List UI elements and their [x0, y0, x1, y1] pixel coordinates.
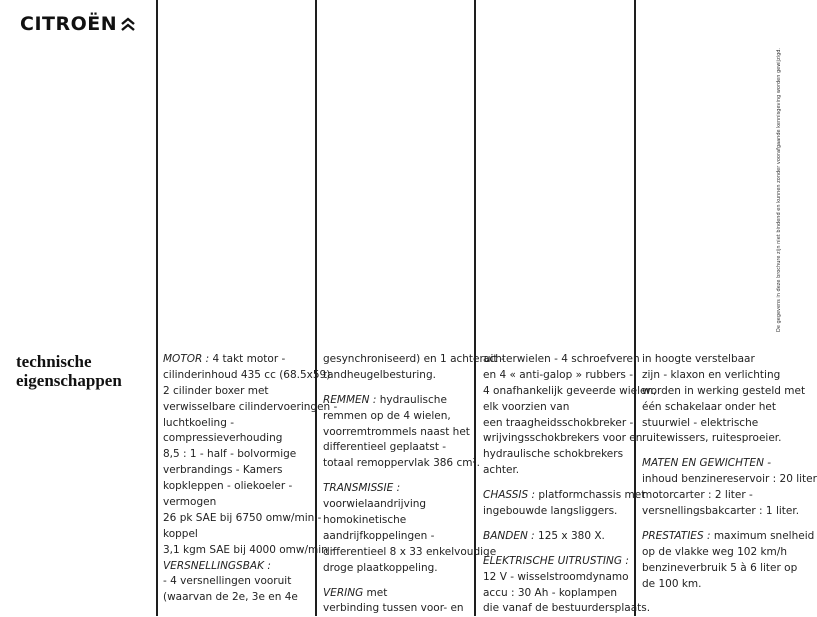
spec-text: verbinding tussen voor- en — [323, 602, 464, 615]
text-line — [163, 368, 337, 384]
text-line — [163, 384, 337, 400]
text-line — [483, 504, 657, 520]
spec-text: 3,1 kgm SAE bij 4000 omw/min - — [163, 543, 335, 556]
text-line — [323, 352, 505, 368]
spec-text: accu : 30 Ah - koplampen — [483, 586, 618, 599]
text-line — [642, 529, 817, 545]
spec-text: worden in werking gesteld met — [642, 384, 806, 397]
spec-text: in hoogte verstelbaar — [642, 353, 755, 365]
text-line — [642, 352, 817, 368]
section-heading: BANDEN : — [483, 529, 535, 542]
spec-text: gesynchroniseerd) en 1 achteruit - — [323, 353, 505, 365]
text-line — [163, 574, 337, 590]
text-line — [642, 488, 817, 504]
spec-text: met — [366, 586, 388, 599]
spec-text: benzineverbruik 5 à 6 liter op — [642, 561, 798, 574]
spec-text: 125 x 380 X. — [538, 529, 605, 542]
spec-text: koppel — [163, 527, 198, 540]
spec-text: één schakelaar onder het — [642, 400, 776, 413]
brand-name: CITROËN — [20, 13, 118, 35]
spec-text: achter. — [483, 464, 520, 477]
paragraph-gap — [483, 479, 657, 488]
side-imprint-text: De gegevens in deze brochure zijn niet bindend en kunnen zonder voorafgaande kennisgeving worden gewijzigd. — [776, 47, 782, 332]
text-line — [642, 384, 817, 400]
spec-column-2 — [323, 352, 505, 617]
text-line — [642, 400, 817, 416]
text-line — [642, 431, 817, 447]
spec-text: homokinetische — [323, 514, 407, 527]
paragraph-gap — [642, 447, 817, 456]
text-line — [323, 481, 505, 497]
spec-text: differentieel geplaatst - — [323, 441, 447, 454]
text-line — [483, 488, 657, 504]
text-line — [642, 416, 817, 432]
text-line — [483, 601, 657, 617]
title-line-2: eigenschappen — [16, 371, 122, 390]
text-line — [483, 368, 657, 384]
spec-text: 2 cilinder boxer met — [163, 384, 269, 397]
text-line — [483, 554, 657, 570]
text-line — [323, 513, 505, 529]
spec-text: hydraulische — [379, 393, 447, 406]
spec-text: stuurwiel - elektrische — [642, 416, 759, 429]
text-line — [483, 352, 657, 368]
section-heading: CHASSIS : — [483, 489, 536, 502]
spec-text: (waarvan de 2e, 3e en 4e — [163, 591, 298, 604]
paragraph-gap — [323, 577, 505, 586]
spec-text: tandheugelbesturing. — [323, 368, 436, 381]
section-heading: MOTOR : — [163, 353, 210, 365]
spec-column-4 — [642, 352, 817, 592]
spec-text: hydraulische schokbrekers — [483, 448, 624, 461]
paragraph-gap — [323, 472, 505, 481]
text-line — [323, 368, 505, 384]
text-line — [163, 559, 337, 575]
text-line — [163, 447, 337, 463]
text-line — [163, 400, 337, 416]
text-line — [483, 447, 657, 463]
spec-text: 4 takt motor - — [212, 353, 286, 365]
section-heading: MATEN EN GEWICHTEN - — [642, 457, 772, 470]
spec-text: op de vlakke weg 102 km/h — [642, 545, 787, 558]
text-line — [642, 456, 817, 472]
text-line — [323, 456, 505, 472]
text-line — [642, 561, 817, 577]
spec-text: voorremtrommels naast het — [323, 425, 470, 438]
text-line — [163, 543, 337, 559]
spec-text: motorcarter : 2 liter - — [642, 489, 753, 502]
paragraph-gap — [642, 520, 817, 529]
spec-text: ruitewissers, ruitesproeier. — [642, 432, 782, 445]
text-line — [163, 463, 337, 479]
text-line — [323, 601, 505, 617]
text-line — [483, 431, 657, 447]
spec-column-1 — [163, 352, 337, 606]
title-line-1: technische — [16, 352, 92, 371]
spec-text: differentieel 8 x 33 enkelvoudige — [323, 545, 497, 558]
spec-text: een traagheidsschokbreker - — [483, 416, 634, 429]
text-line — [323, 497, 505, 513]
text-line — [323, 529, 505, 545]
section-heading: VERSNELLINGSBAK : — [163, 559, 271, 572]
paragraph-gap — [323, 384, 505, 393]
spec-text: voorwielaandrijving — [323, 498, 427, 511]
double-chevron-icon — [121, 16, 135, 32]
spec-text: verbrandings - Kamers — [163, 464, 283, 477]
spec-text: inhoud benzinereservoir : 20 liter — [642, 473, 817, 486]
text-line — [483, 529, 657, 545]
spec-text: 8,5 : 1 - half - bolvormige — [163, 448, 297, 461]
text-line — [323, 393, 505, 409]
column-divider — [156, 0, 158, 616]
section-heading: REMMEN : — [323, 393, 377, 406]
spec-text: 4 onafhankelijk geveerde wielen, — [483, 384, 657, 397]
text-line — [163, 495, 337, 511]
spec-text: versnellingsbakcarter : 1 liter. — [642, 505, 800, 518]
spec-text: verwisselbare cilindervoeringen - — [163, 400, 338, 413]
text-line — [323, 440, 505, 456]
text-line — [323, 409, 505, 425]
spec-text: en 4 « anti-galop » rubbers - — [483, 368, 634, 381]
citroen-logo — [20, 13, 135, 35]
spec-text: remmen op de 4 wielen, — [323, 409, 451, 422]
text-line — [483, 384, 657, 400]
side-imprint — [772, 10, 796, 340]
text-line — [642, 504, 817, 520]
spec-text: platformchassis met — [538, 489, 646, 502]
text-line — [163, 479, 337, 495]
text-line — [323, 561, 505, 577]
text-line — [323, 586, 505, 602]
text-line — [483, 570, 657, 586]
spec-text: de 100 km. — [642, 577, 702, 590]
text-line — [323, 545, 505, 561]
section-heading: ELEKTRISCHE UITRUSTING : — [483, 554, 629, 567]
spec-text: 12 V - wisselstroomdynamo — [483, 570, 629, 583]
page-title — [16, 352, 122, 390]
spec-text: compressieverhouding — [163, 432, 283, 445]
spec-column-3 — [483, 352, 657, 617]
section-heading: VERING — [323, 586, 364, 599]
spec-text: aandrijfkoppelingen - — [323, 529, 435, 542]
spec-text: achterwielen - 4 schroefveren — [483, 353, 640, 365]
paragraph-gap — [483, 520, 657, 529]
text-line — [163, 590, 337, 606]
spec-text: cilinderinhoud 435 cc (68.5x59) — [163, 368, 331, 381]
text-line — [642, 545, 817, 561]
text-line — [163, 416, 337, 432]
section-heading: TRANSMISSIE : — [323, 482, 401, 495]
text-line — [163, 511, 337, 527]
section-heading: PRESTATIES : — [642, 529, 711, 542]
text-line — [483, 416, 657, 432]
text-line — [483, 400, 657, 416]
spec-text: luchtkoeling - — [163, 416, 234, 429]
text-line — [483, 586, 657, 602]
spec-text: die vanaf de bestuurdersplaats. — [483, 602, 651, 615]
spec-text: maximum snelheid — [713, 529, 815, 542]
spec-text: wrijvingsschokbrekers voor en — [483, 432, 643, 445]
text-line — [163, 527, 337, 543]
text-line — [323, 425, 505, 441]
spec-text: 26 pk SAE bij 6750 omw/min - — [163, 511, 322, 524]
spec-text: droge plaatkoppeling. — [323, 561, 438, 574]
spec-text: ingebouwde langsliggers. — [483, 505, 618, 518]
text-line — [642, 577, 817, 593]
spec-text: elk voorzien van — [483, 400, 570, 413]
text-line — [642, 368, 817, 384]
paragraph-gap — [483, 545, 657, 554]
spec-text: totaal remoppervlak 386 cm². — [323, 457, 480, 470]
spec-text: zijn - klaxon en verlichting — [642, 368, 781, 381]
text-line — [163, 352, 337, 368]
spec-text: kopkleppen - oliekoeler - — [163, 480, 293, 493]
text-line — [642, 472, 817, 488]
text-line — [163, 431, 337, 447]
spec-text: vermogen — [163, 496, 217, 509]
text-line — [483, 463, 657, 479]
spec-text: - 4 versnellingen vooruit — [163, 575, 292, 588]
